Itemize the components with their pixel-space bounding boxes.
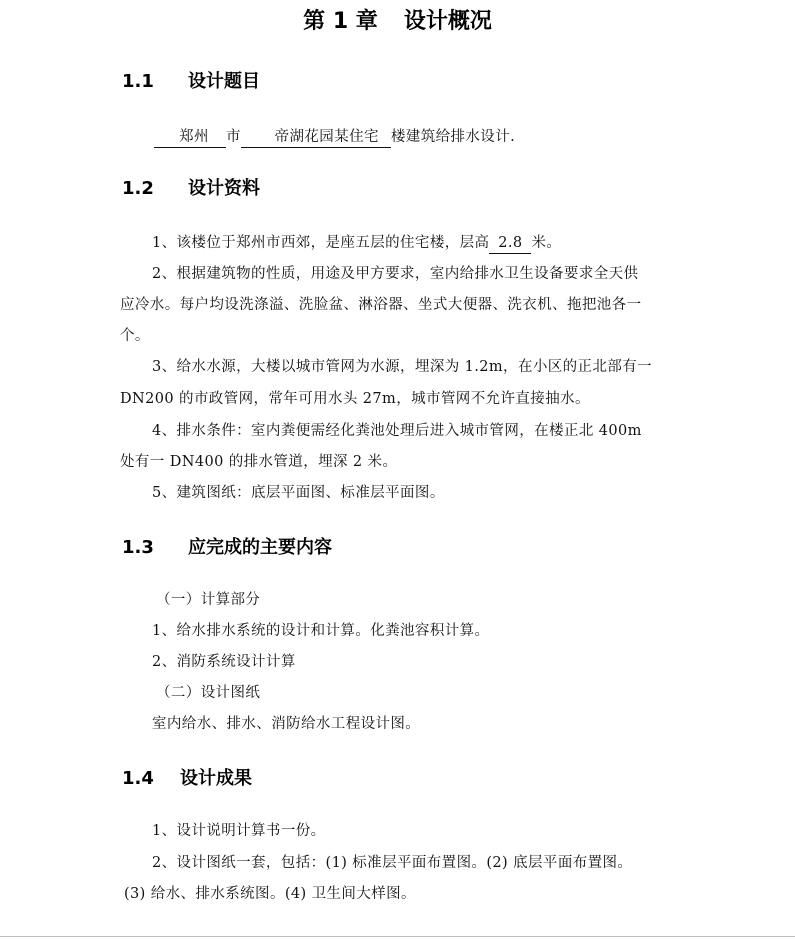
content-part-1: （一）计算部分 [156,592,261,608]
material-item-2-line-2: 应冷水。每户均设洗涤溢、洗脸盆、淋浴器、坐式大便器、洗衣机、拖把池各一 [120,297,642,313]
topic-tail: 楼建筑给排水设计. [390,129,516,145]
section-heading-1-4 [122,766,252,792]
chapter-name: 设计概况 [403,9,492,34]
section-title: 设计题目 [188,71,260,92]
item-text: 1、该楼位于郑州市西郊，是座五层的住宅楼，层高 [152,235,490,251]
city-suffix: 市 [226,129,241,145]
project-blank: 帝湖花园某住宅 [241,128,391,148]
section-heading-1-2 [122,176,260,202]
floor-height-blank: 2.8 [489,234,531,254]
section-number: 1.4 [122,768,154,789]
material-item-5: 5、建筑图纸：底层平面图、标准层平面图。 [152,485,445,501]
city-blank: 郑州 [154,128,226,148]
material-item-2-line-3: 个。 [120,328,150,344]
section-number: 1.1 [122,71,154,92]
material-item-4-line-1: 4、排水条件：室内粪便需经化粪池处理后进入城市管网，在楼正北 400m [152,423,642,439]
section-title: 设计成果 [180,768,252,789]
result-item-1: 1、设计说明计算书一份。 [152,823,326,839]
section-number: 1.2 [122,178,154,199]
section-number: 1.3 [122,537,154,558]
item-text: 米。 [531,235,562,251]
content-drawings: 室内给水、排水、消防给水工程设计图。 [152,716,421,732]
section-title: 应完成的主要内容 [188,537,332,558]
section-heading-1-1 [122,69,260,95]
chapter-title [0,6,795,38]
material-item-3-line-1: 3、给水水源，大楼以城市管网为水源，埋深为 1.2m，在小区的正北部有一 [152,359,653,375]
result-item-2-line-1: 2、设计图纸一套，包括：(1) 标准层平面布置图。(2) 底层平面布置图。 [152,855,633,871]
content-item-1: 1、给水排水系统的设计和计算。化粪池容积计算。 [152,623,490,639]
section-title: 设计资料 [188,178,260,199]
material-item-4-line-2: 处有一 DN400 的排水管道，埋深 2 米。 [120,454,398,470]
material-item-2-line-1: 2、根据建筑物的性质，用途及甲方要求，室内给排水卫生设备要求全天供 [152,266,639,282]
content-part-2: （二）设计图纸 [156,685,261,701]
content-item-2: 2、消防系统设计计算 [152,654,296,670]
result-item-2-line-2: (3) 给水、排水系统图。(4) 卫生间大样图。 [124,886,416,902]
design-topic-line [154,126,515,148]
material-item-3-line-2: DN200 的市政管网，常年可用水头 27m，城市管网不允许直接抽水。 [120,391,590,407]
chapter-number: 第 1 章 [303,9,378,34]
material-item-1 [152,232,561,254]
section-heading-1-3 [122,535,332,561]
